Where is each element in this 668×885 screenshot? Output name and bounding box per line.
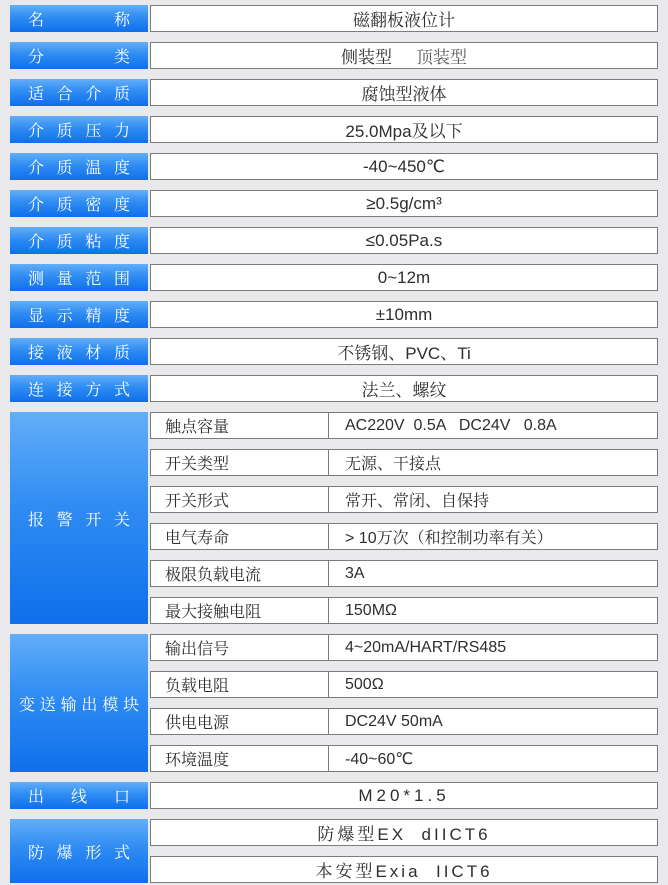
subrow-output-signal [150,634,658,661]
table-row-classification [10,42,658,69]
section-label-text: 变送输出模块 [19,696,139,714]
table-row-display-accuracy [10,301,658,328]
subrow-contact-capacity [150,412,658,439]
row-label [10,190,148,217]
subrow-name: 极限负载电流 [151,561,329,586]
row-value: ≤0.05Pa.s [150,227,658,254]
subrow-value: 无源、干接点 [345,456,442,473]
table-row-medium-temperature [10,153,658,180]
row-value: 法兰、螺纹 [150,375,658,402]
row-label-text: 适合介质 [28,86,130,103]
subrow-value: 3A [345,564,365,582]
table-row-medium-pressure [10,116,658,143]
transmitter-module-rows [150,634,658,772]
subrow-max-contact-resistance [150,597,658,624]
explosion-proof-section [10,819,658,883]
row-value: -40~450℃ [150,153,658,180]
section-label [10,412,148,624]
row-label-text: 接液材质 [28,345,130,362]
subrow-ambient-temperature [150,745,658,772]
row-label-text: 名称 [28,12,130,29]
row-label-text: 测量范围 [28,271,130,288]
subrow-name: 负载电阻 [151,672,329,697]
explosion-proof-rows [150,819,658,883]
alarm-switch-rows [150,412,658,624]
row-label-text: 显示精度 [28,308,130,325]
row-value [150,42,658,69]
row-label-text: 介质压力 [28,123,130,140]
row-value: 0~12m [150,264,658,291]
row-label [10,116,148,143]
subrow-intrinsically-safe-type [150,856,658,883]
subrow-switch-type [150,449,658,476]
table-row-medium-viscosity [10,227,658,254]
subrow-value: 常开、常闭、自保持 [345,493,490,510]
subrow-name: 开关形式 [151,487,329,512]
table-row-suitable-medium [10,79,658,106]
row-value: M20*1.5 [150,782,658,809]
row-label [10,227,148,254]
row-label [10,375,148,402]
alarm-switch-section [10,412,658,624]
row-label-text: 介质温度 [28,160,130,177]
section-label [10,634,148,772]
section-label-text: 报警开关 [28,511,130,529]
subrow-name: 供电电源 [151,709,329,734]
subrow-name: 电气寿命 [151,524,329,549]
row-value: ±10mm [150,301,658,328]
subrow-name: 触点容量 [151,413,329,438]
subrow-name: 输出信号 [151,635,329,660]
row-label [10,338,148,365]
subrow-value: 本安型Exia IICT6 [315,862,493,881]
subrow-value: 500Ω [345,675,384,693]
subrow-value: DC24V 50mA [345,712,443,730]
subrow-value: 防爆型EX dIICT6 [317,825,491,844]
subrow-value: AC220V 0.5A DC24V 0.8A [345,416,557,434]
subrow-switch-form [150,486,658,513]
classification-side-mounted: 侧装型 [341,48,392,67]
row-label [10,264,148,291]
subrow-name: 开关类型 [151,450,329,475]
subrow-electrical-life [150,523,658,550]
row-value: 25.0Mpa及以下 [150,116,658,143]
table-row-medium-density [10,190,658,217]
row-value: ≥0.5g/cm³ [150,190,658,217]
table-row-cable-outlet [10,782,658,809]
subrow-value: -40~60℃ [345,750,414,768]
subrow-load-resistance [150,671,658,698]
subrow-value: 150MΩ [345,601,397,619]
row-value: 腐蚀型液体 [150,79,658,106]
row-label [10,301,148,328]
subrow-value: > 10万次（和控制功率有关） [345,530,553,547]
row-label-text: 连接方式 [28,382,130,399]
subrow-name: 最大接触电阻 [151,598,329,623]
row-label-text: 分类 [28,49,130,66]
subrow-flameproof-type [150,819,658,846]
section-label [10,819,148,883]
table-row-measuring-range [10,264,658,291]
row-label [10,5,148,32]
subrow-value: 4~20mA/HART/RS485 [345,638,507,656]
row-label [10,42,148,69]
row-label-text: 介质密度 [28,197,130,214]
row-label-text: 出线口 [28,789,130,806]
row-label [10,153,148,180]
classification-top-mounted: 顶装型 [416,48,467,67]
subrow-limit-load-current [150,560,658,587]
row-label [10,79,148,106]
subrow-name: 环境温度 [151,746,329,771]
section-label-text: 防爆形式 [28,844,130,862]
table-row-connection-type [10,375,658,402]
subrow-power-supply [150,708,658,735]
row-label [10,782,148,809]
row-value: 磁翻板液位计 [150,5,658,32]
row-value: 不锈钢、PVC、Ti [150,338,658,365]
transmitter-module-section [10,634,658,772]
row-label-text: 介质粘度 [28,234,130,251]
table-row-name [10,5,658,32]
table-row-wetted-material [10,338,658,365]
